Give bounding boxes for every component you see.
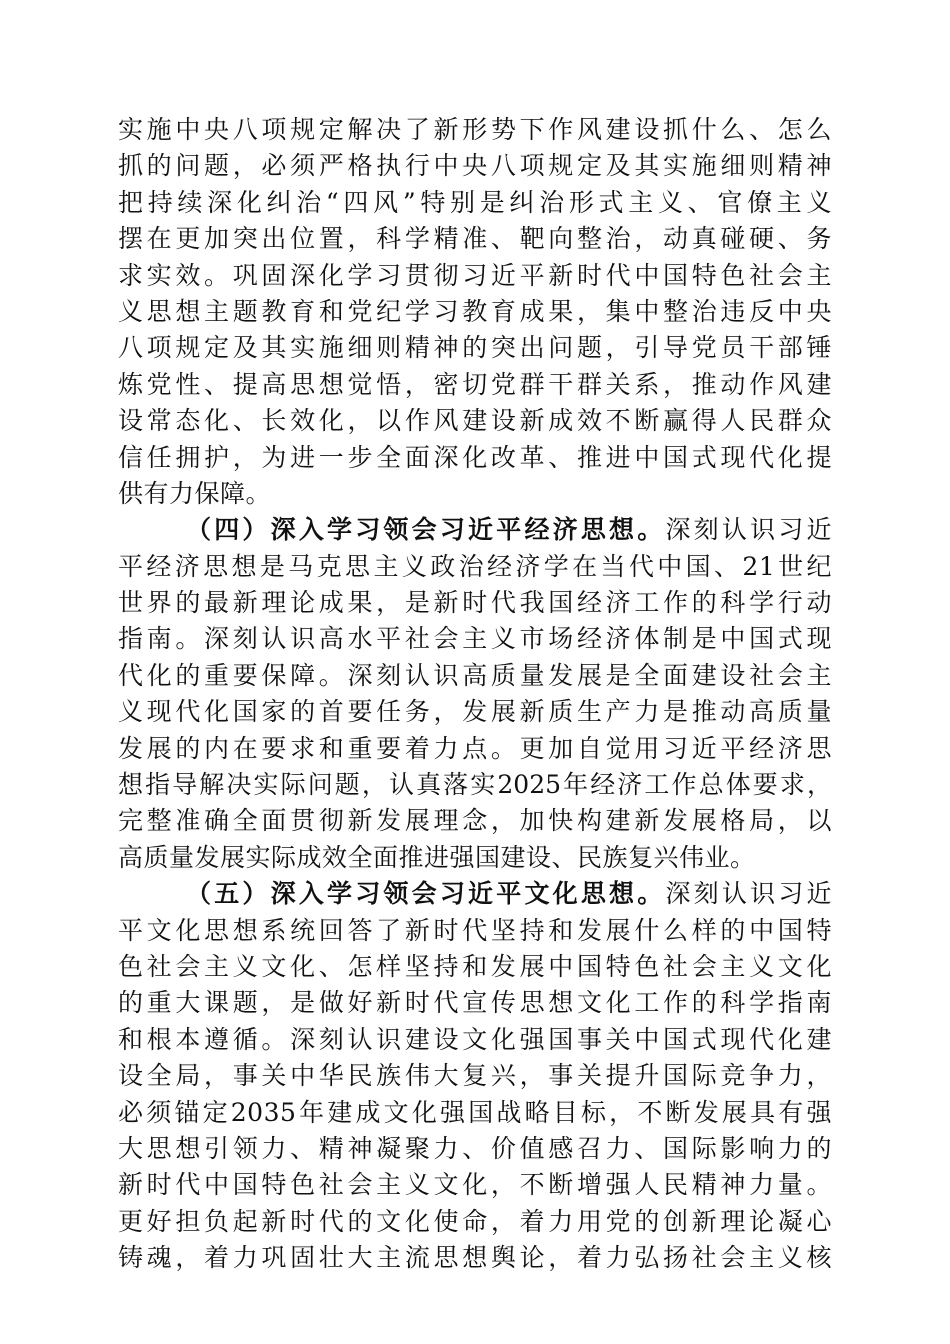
text-line: 的重大课题，是做好新时代宣传思想文化工作的科学指南	[118, 988, 832, 1018]
section-heading: （四）深入学习领会习近平经济思想。	[186, 515, 666, 545]
text-line: 义现代化国家的首要任务，发展新质生产力是推动高质量	[118, 697, 832, 727]
text-line: 和根本遵循。深刻认识建设文化强国事关中国式现代化建	[118, 1024, 832, 1054]
paragraph-economic-thought	[118, 512, 832, 876]
text-line: 更好担负起新时代的文化使命，着力用党的创新理论凝心	[118, 1206, 832, 1236]
document-page	[118, 112, 832, 1273]
text-line: 摆在更加突出位置，科学精准、靶向整治，动真碰硬、务	[118, 224, 832, 254]
paragraph-cultural-thought	[118, 876, 832, 1276]
text-line: 色社会主义文化、怎样坚持和发展中国特色社会主义文化	[118, 951, 832, 981]
text-line: 设常态化、长效化，以作风建设新成效不断赢得人民群众	[118, 406, 832, 436]
text-line: 抓的问题，必须严格执行中央八项规定及其实施细则精神	[118, 151, 832, 181]
text-run: 深刻认识习近	[665, 879, 832, 909]
text-line: 平经济思想是马克思主义政治经济学在当代中国、21世纪	[118, 551, 832, 581]
text-line: 代化的重要保障。深刻认识高质量发展是全面建设社会主	[118, 660, 832, 690]
text-line: 想指导解决实际问题，认真落实2025年经济工作总体要求，	[118, 770, 832, 800]
text-line: 设全局，事关中华民族伟大复兴，事关提升国际竞争力，	[118, 1061, 832, 1091]
text-line: 高质量发展实际成效全面推进强国建设、民族复兴伟业。	[118, 842, 756, 872]
text-line: 新时代中国特色社会主义文化，不断增强人民精神力量。	[118, 1170, 832, 1200]
text-line: 完整准确全面贯彻新发展理念，加快构建新发展格局，以	[118, 806, 832, 836]
text-line: 义思想主题教育和党纪学习教育成果，集中整治违反中央	[118, 296, 832, 326]
text-line: 指南。深刻认识高水平社会主义市场经济体制是中国式现	[118, 624, 832, 654]
text-line: 信任拥护，为进一步全面深化改革、推进中国式现代化提	[118, 442, 832, 472]
text-line: 发展的内在要求和重要着力点。更加自觉用习近平经济思	[118, 733, 832, 763]
text-line: 把持续深化纠治“四风”特别是纠治形式主义、官僚主义	[118, 187, 832, 217]
section-heading: （五）深入学习领会习近平文化思想。	[186, 879, 666, 909]
paragraph-first-line	[118, 876, 832, 912]
text-run: 深刻认识习近	[665, 515, 832, 545]
text-line: 世界的最新理论成果，是新时代我国经济工作的科学行动	[118, 588, 832, 618]
paragraph-first-line	[118, 512, 832, 548]
text-line: 供有力保障。	[118, 478, 272, 508]
paragraph-continuation	[118, 112, 832, 512]
text-line: 实施中央八项规定解决了新形势下作风建设抓什么、怎么	[118, 115, 832, 144]
text-line: 大思想引领力、精神凝聚力、价值感召力、国际影响力的	[118, 1133, 832, 1163]
text-line: 求实效。巩固深化学习贯彻习近平新时代中国特色社会主	[118, 260, 832, 290]
text-line: 必须锚定2035年建成文化强国战略目标，不断发展具有强	[118, 1097, 832, 1127]
text-line: 平文化思想系统回答了新时代坚持和发展什么样的中国特	[118, 915, 832, 945]
text-line: 铸魂，着力巩固壮大主流思想舆论，着力弘扬社会主义核	[118, 1243, 832, 1273]
text-line: 八项规定及其实施细则精神的突出问题，引导党员干部锤	[118, 333, 832, 363]
text-line: 炼党性、提高思想觉悟，密切党群干群关系，推动作风建	[118, 369, 832, 399]
